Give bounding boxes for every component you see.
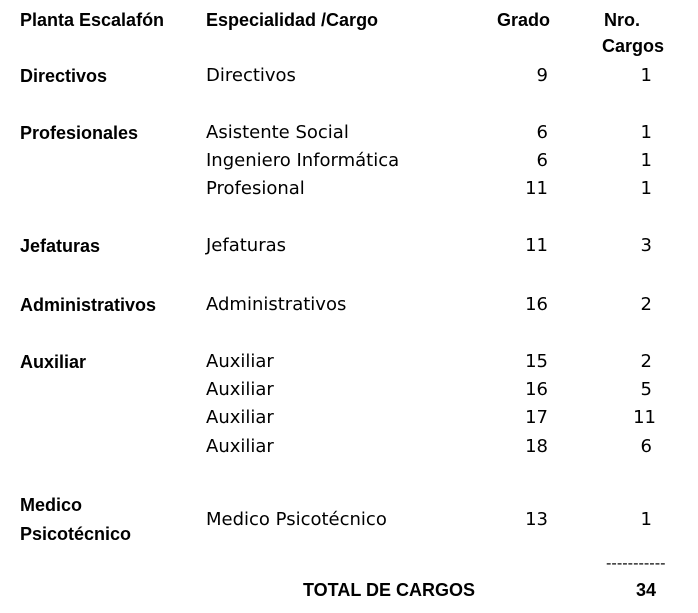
cargo-cell: Administrativos: [206, 294, 347, 315]
cargo-cell: Ingeniero Informática: [206, 150, 400, 171]
cargo-cell: Asistente Social: [206, 122, 349, 143]
category-profesionales: Profesionales: [20, 123, 139, 143]
grado-cell: 9: [536, 65, 548, 86]
total-value: 34: [635, 580, 656, 600]
grado-cell: 18: [525, 436, 548, 457]
nro-cargos-cell: 6: [640, 436, 652, 457]
total-label: TOTAL DE CARGOS: [303, 580, 476, 600]
category-medico: Medico: [20, 495, 83, 515]
cargo-cell: Auxiliar: [206, 407, 274, 428]
nro-cargos-cell: 1: [640, 509, 652, 530]
cargo-cell: Auxiliar: [206, 351, 274, 372]
grado-cell: 17: [525, 407, 548, 428]
cargo-cell: Directivos: [206, 65, 296, 86]
grado-cell: 16: [525, 294, 548, 315]
grado-cell: 11: [525, 178, 548, 199]
nro-cargos-cell: 1: [640, 178, 652, 199]
category-jefaturas: Jefaturas: [20, 236, 101, 256]
nro-cargos-cell: 3: [640, 235, 652, 256]
nro-cargos-cell: 11: [633, 407, 656, 428]
header-grado: Grado: [497, 10, 551, 30]
grado-cell: 15: [525, 351, 548, 372]
nro-cargos-cell: 1: [640, 122, 652, 143]
grado-cell: 13: [525, 509, 548, 530]
category-directivos: Directivos: [20, 66, 108, 86]
cargo-cell: Profesional: [206, 178, 305, 199]
grado-cell: 11: [525, 235, 548, 256]
header-especialidad-cargo: Especialidad /Cargo: [206, 10, 379, 30]
grado-cell: 6: [536, 150, 548, 171]
header-cargos: Cargos: [602, 36, 665, 56]
nro-cargos-cell: 2: [640, 351, 652, 372]
category-auxiliar: Auxiliar: [20, 352, 87, 372]
header-nro: Nro.: [604, 10, 640, 30]
category-psicotecnico: Psicotécnico: [20, 524, 132, 544]
cargo-cell: Jefaturas: [206, 235, 287, 256]
total-separator: -----------: [606, 554, 666, 572]
cargo-cell: Auxiliar: [206, 436, 274, 457]
nro-cargos-cell: 1: [640, 65, 652, 86]
header-planta-escalafon: Planta Escalafón: [20, 10, 165, 30]
nro-cargos-cell: 2: [640, 294, 652, 315]
grado-cell: 6: [536, 122, 548, 143]
nro-cargos-cell: 1: [640, 150, 652, 171]
category-administrativos: Administrativos: [20, 295, 157, 315]
cargo-cell: Auxiliar: [206, 379, 274, 400]
nro-cargos-cell: 5: [640, 379, 652, 400]
cargo-cell: Medico Psicotécnico: [206, 509, 387, 530]
grado-cell: 16: [525, 379, 548, 400]
